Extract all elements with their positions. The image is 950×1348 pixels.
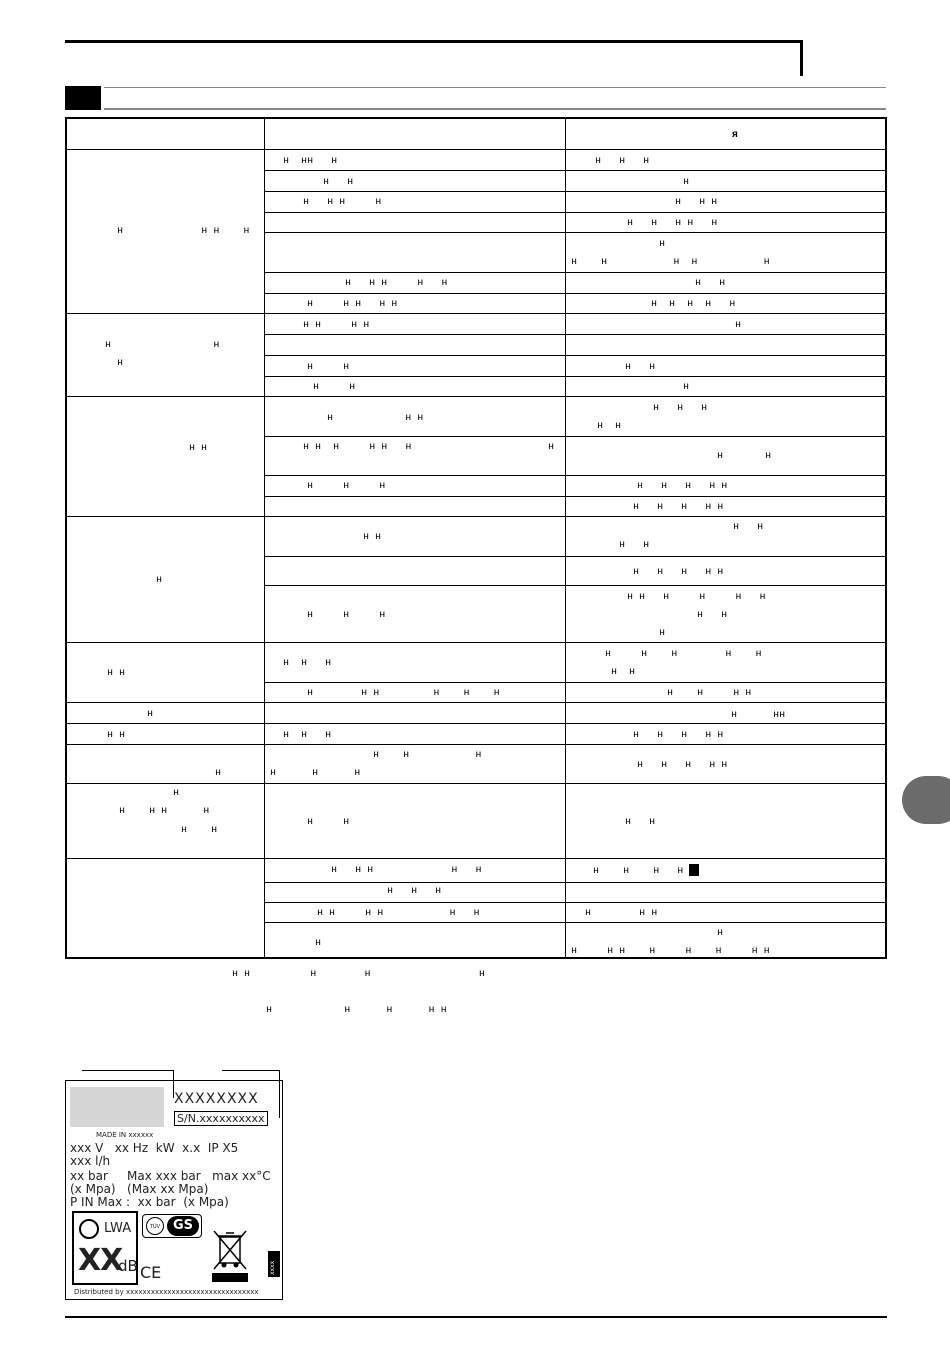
noise-unit: dB [118,1257,138,1275]
remedy-cell: н н [733,521,764,532]
tuv-icon: TÜV [146,1217,164,1235]
cause-cell: н н [313,381,356,392]
tuv-gs-mark [142,1214,202,1238]
remedy-cell: н [683,381,690,392]
problem-cell: н н [181,824,218,835]
problem-cell: н н н н [117,225,250,236]
remedy-cell: н н н [595,155,650,166]
remedy-cell: н н [717,450,772,461]
section-rule-top [104,87,886,88]
header-rule [65,40,802,43]
cursor-block [689,864,699,876]
cause-cell: н н [307,361,350,372]
noise-value: XX [78,1243,123,1278]
distributor: Distributed by xxxxxxxxxxxxxxxxxxxxxxxxxxxxxxxx [74,1288,259,1296]
gs-icon: GS [167,1216,199,1236]
cause-cell: н н н [307,609,386,620]
remedy-cell: н н [695,277,726,288]
cause-cell: н н н н н [307,298,398,309]
cause-cell: н нн н [283,155,338,166]
remedy-cell: н н н н [593,864,699,877]
problem-cell: н н н н [119,805,210,816]
header-rule-vertical [800,40,803,76]
cause-cell: н н н [327,412,424,423]
leader-line [222,1070,280,1071]
cause-cell: н н н н н н [307,687,500,698]
problem-cell: н н [189,442,208,453]
rating-plate [65,1080,283,1300]
cause-cell: н н н [270,767,361,778]
cause-cell: н н н н [303,319,370,330]
cause-cell: н н н н [303,196,382,207]
problem-cell: н [117,357,124,368]
remedy-cell: н н н н н н н н [571,945,770,956]
chapter-tab-marker [902,776,950,824]
footnote-2: н н н н н [266,1004,447,1015]
remedy-cell: н н н н н [571,256,770,267]
lwa-label: LWA [104,1221,132,1236]
troubleshooting-table [65,117,887,959]
problem-cell: н [173,787,180,798]
cause-cell: н н [307,816,350,827]
serial-number: S/N.xxxxxxxxxx [174,1111,268,1126]
spec-line-4: (x Mpa) (Max xx Mpa) [70,1182,209,1196]
remedy-cell: н [717,927,724,938]
footer-rule [65,1316,887,1318]
ce-mark: CE [140,1263,162,1282]
cause-cell: н н н н н н [317,907,480,918]
small-code-text: xxxx [269,1260,276,1275]
problem-cell: н [215,767,222,778]
small-code-label [268,1251,280,1277]
logo-placeholder [70,1087,164,1127]
remedy-cell: н н [625,361,656,372]
leader-line [82,1070,174,1071]
remedy-cell: н н [625,816,656,827]
problem-cell: н [147,708,154,719]
spec-line-1: xxx V xx Hz kW x.x IP X5 [70,1141,239,1155]
made-in: MADE IN xxxxxx [96,1131,154,1139]
cause-cell: н н [363,531,382,542]
problem-cell: н н [107,729,126,740]
remedy-cell: н н н н н [627,217,718,228]
cause-cell: н [315,937,322,948]
remedy-cell: н н [611,666,636,677]
cause-cell: н н [323,176,354,187]
remedy-cell: н н [619,539,650,550]
remedy-cell: н н н [675,196,718,207]
cause-cell: н н н [283,657,332,668]
remedy-cell: н н н н н [637,759,728,770]
remedy-cell: н н н [585,907,658,918]
remedy-cell: н н н н н [605,648,762,659]
problem-cell: н н [107,667,126,678]
section-marker [65,86,101,110]
problem-cell: н [156,574,163,585]
column-header-3: я [732,129,738,140]
remedy-cell: н нн [731,709,786,720]
spec-line-2: xxx l/h [70,1154,111,1168]
remedy-cell: н н н н н [633,566,724,577]
remedy-cell: н [683,176,690,187]
remedy-cell: н н н н н [633,501,724,512]
remedy-cell: н н н н [667,687,752,698]
remedy-cell: н н н н н [651,298,736,309]
weee-bar [212,1273,248,1282]
sound-icon [79,1219,99,1239]
remedy-cell: н [735,319,742,330]
remedy-cell: н н н [653,402,708,413]
cause-cell: н н н [283,729,332,740]
spec-line-3: xx bar Max xxx bar max xx°C [70,1169,271,1183]
remedy-cell: н н н н н н [627,591,766,602]
cause-cell: н н н [307,480,386,491]
footnote-1: н н н н н [232,968,485,979]
cause-cell: н н н н н [345,277,448,288]
remedy-cell: н н [697,609,728,620]
problem-cell: н н [105,339,220,350]
remedy-cell: н н н н н [637,480,728,491]
cause-cell: н н н н н н [303,441,412,452]
remedy-cell: н н [597,420,622,431]
spec-line-5: P IN Max : xx bar (x Mpa) [70,1195,229,1209]
cause-cell: н н н [387,885,442,896]
section-rule-bottom [104,108,886,110]
noise-level-box [72,1211,138,1285]
remedy-cell: н н н н н [633,729,724,740]
cause-cell: н [548,441,555,452]
cause-cell: н н н [373,749,482,760]
remedy-cell: н [659,238,666,249]
model-number: XXXXXXXX [174,1091,259,1107]
remedy-cell: н [659,627,666,638]
cause-cell: н н н н н [331,864,482,875]
